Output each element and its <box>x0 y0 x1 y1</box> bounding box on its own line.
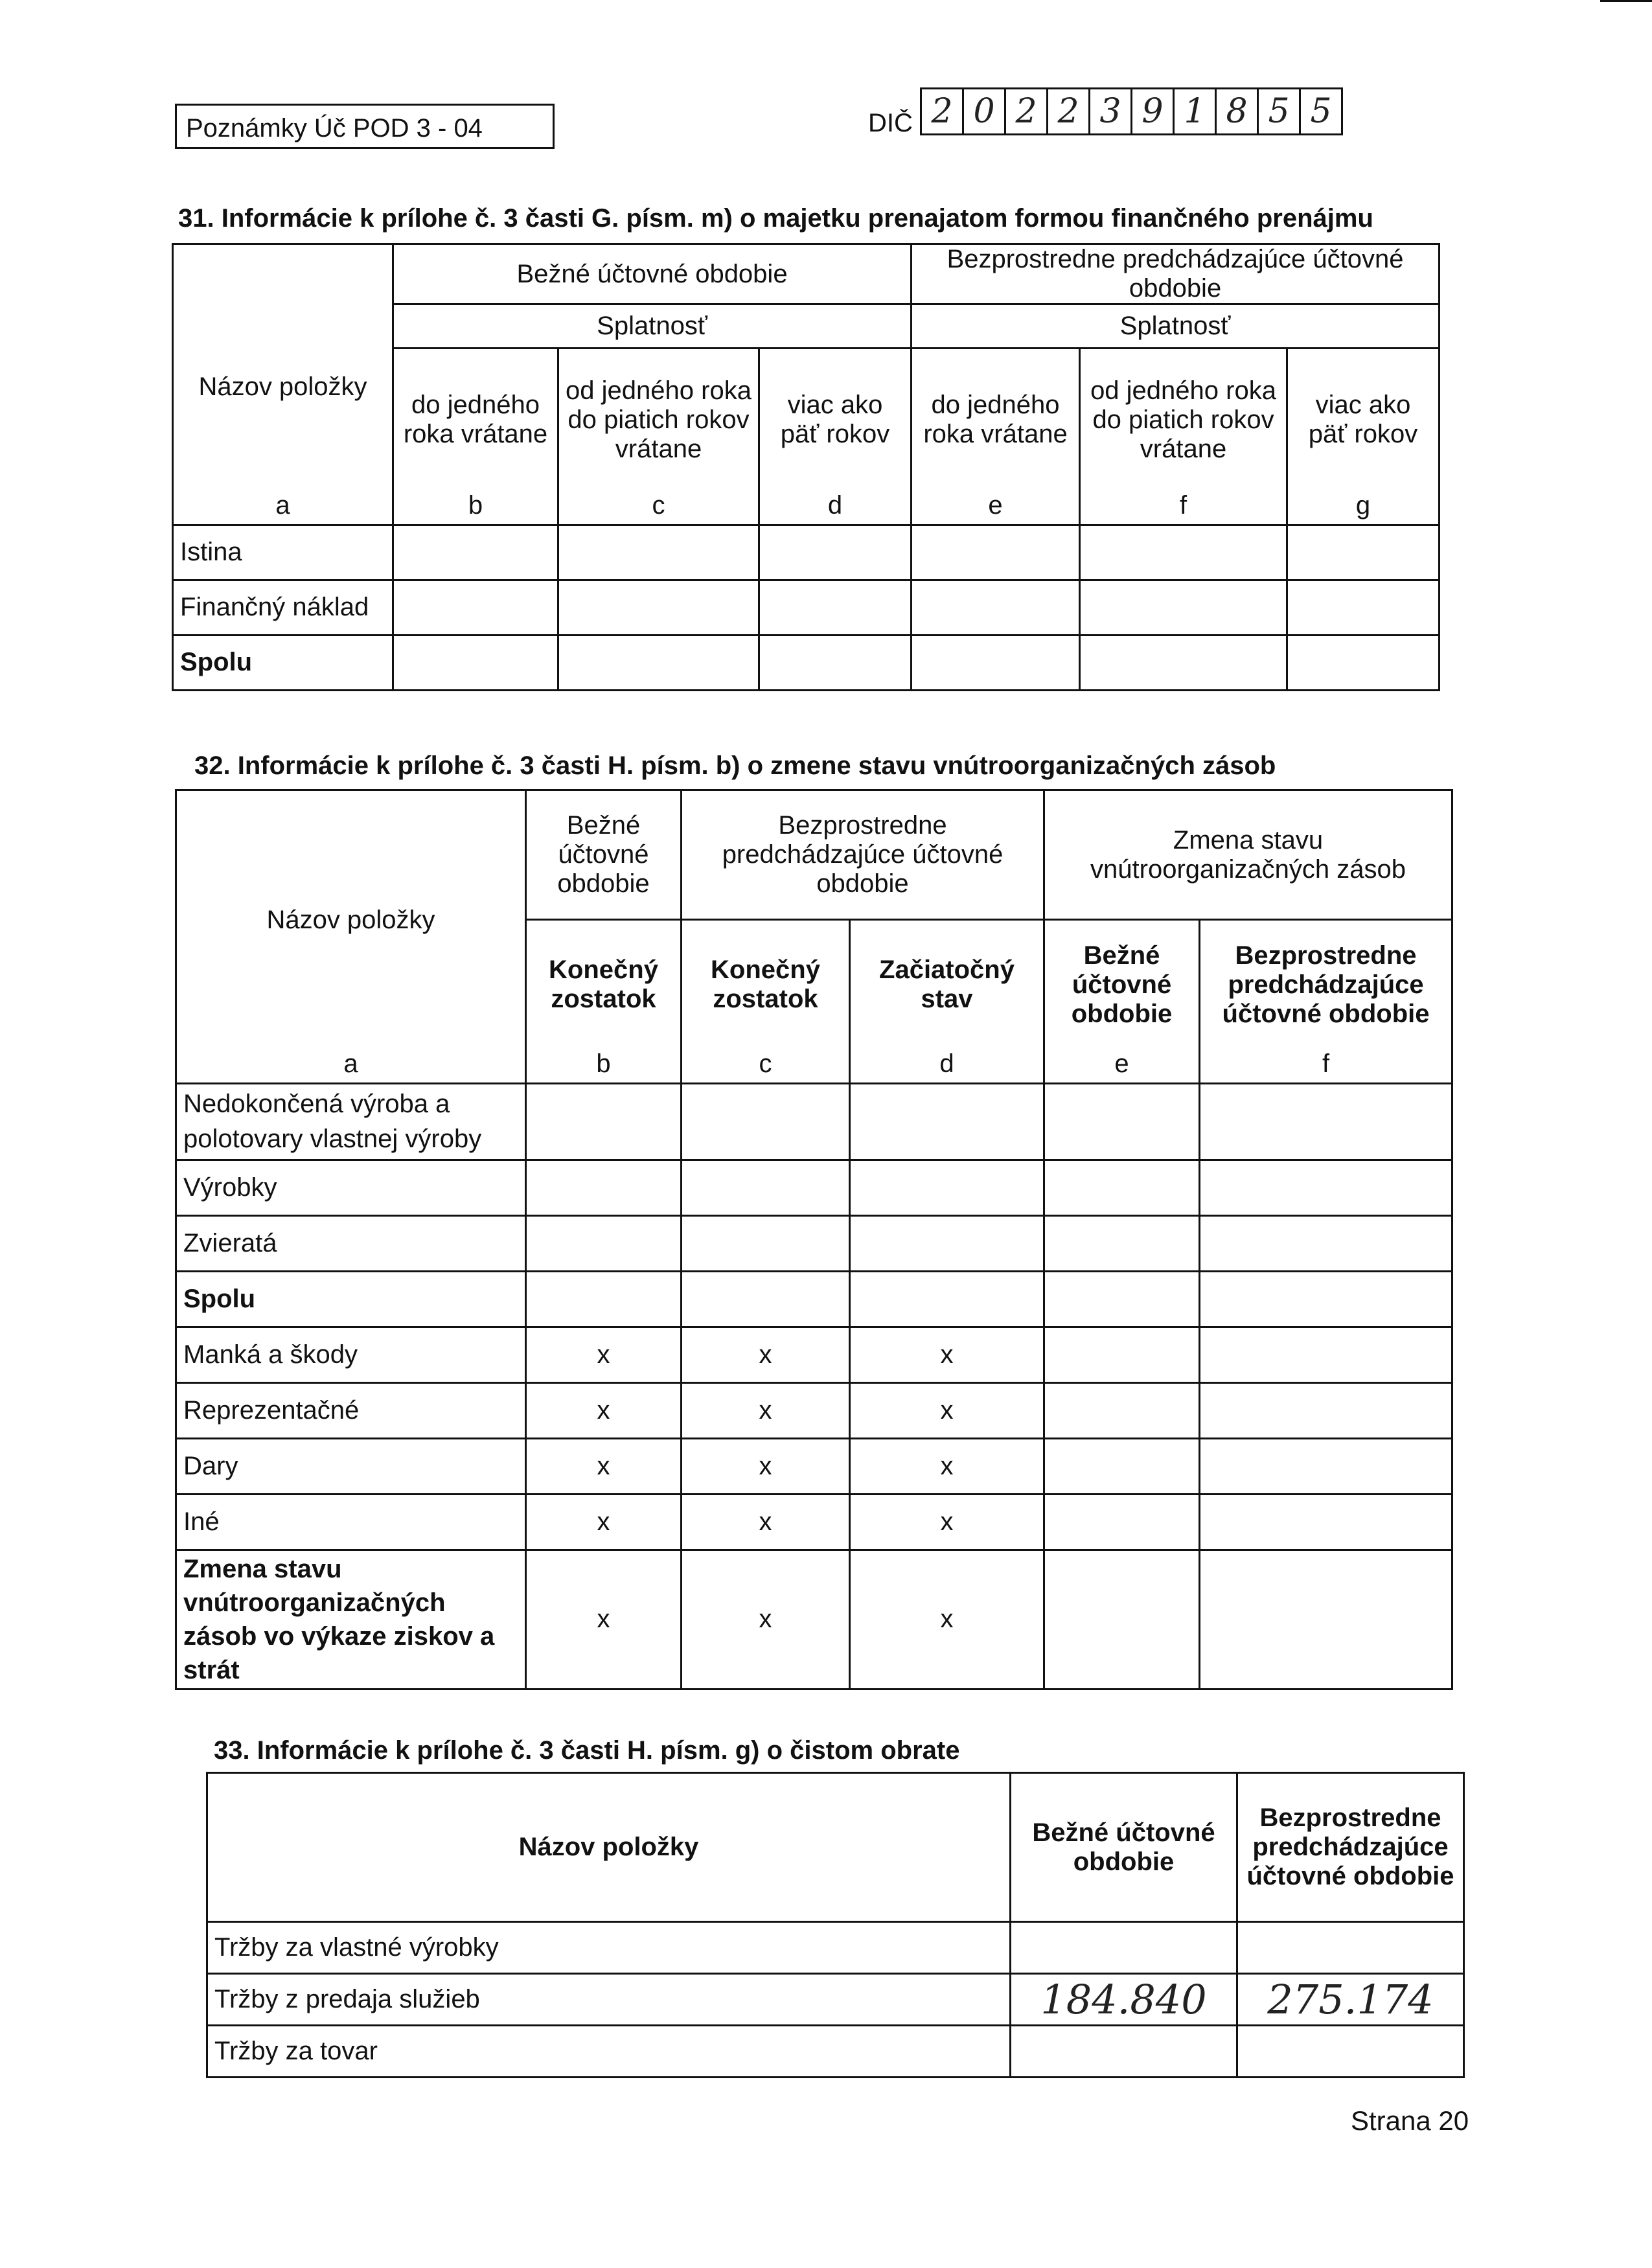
section-32-title: 32. Informácie k prílohe č. 3 časti H. písm. b) o zmene stavu vnútroorganizačných zásob <box>194 751 1276 780</box>
s32-cell[interactable] <box>1044 1494 1200 1550</box>
section-32-table <box>175 789 1453 1690</box>
s32-row-zvierata: Zvieratá <box>176 1215 526 1271</box>
s32-cell[interactable] <box>682 1160 850 1215</box>
s32-x-mark: x <box>850 1382 1044 1438</box>
s31-cell[interactable] <box>1080 525 1287 580</box>
s32-row-vyrobky: Výrobky <box>176 1160 526 1215</box>
s32-x-mark: x <box>682 1494 850 1550</box>
s31-maturity-current: Splatnosť <box>393 304 912 349</box>
s32-cell[interactable] <box>526 1160 682 1215</box>
s32-col-e-header: Bežné účtovné obdobie <box>1044 920 1200 1049</box>
s31-cell[interactable] <box>393 635 558 690</box>
s31-letter-c: c <box>558 491 759 525</box>
s31-col-e-header: do jedného roka vrátane <box>912 349 1080 491</box>
s32-cell[interactable] <box>1044 1215 1200 1271</box>
s32-x-mark: x <box>526 1494 682 1550</box>
s32-cell[interactable] <box>682 1215 850 1271</box>
s31-col-g-header: viac ako päť rokov <box>1287 349 1440 491</box>
s32-row-nedokoncena-vyroba: Nedokončená výroba a polotovary vlastnej výroby <box>176 1083 526 1160</box>
s31-col-b-header: do jedného roka vrátane <box>393 349 558 491</box>
s31-letter-a: a <box>173 491 393 525</box>
s31-col-f-header: od jedného roka do piatich rokov vrátane <box>1080 349 1287 491</box>
s32-previous-period-header: Bezprostredne predchádzajúce účtovné obdobie <box>682 790 1044 920</box>
s32-x-mark: x <box>850 1494 1044 1550</box>
s32-cell[interactable] <box>1044 1083 1200 1160</box>
s32-cell[interactable] <box>1044 1271 1200 1327</box>
s32-cell[interactable] <box>1044 1382 1200 1438</box>
s31-row-financny-naklad: Finančný náklad <box>173 580 393 635</box>
dic-digit: 5 <box>1310 92 1332 131</box>
form-label: Poznámky Úč POD 3 - 04 <box>186 114 483 143</box>
s31-col-name-header <box>173 244 393 491</box>
form-label-box <box>175 104 555 149</box>
s32-letter-b: b <box>526 1049 682 1084</box>
s31-letter-d: d <box>759 491 912 525</box>
s32-cell[interactable] <box>1200 1271 1452 1327</box>
dic-digit: 8 <box>1217 89 1259 133</box>
s32-letter-f: f <box>1200 1049 1452 1084</box>
s32-x-mark: x <box>526 1550 682 1689</box>
s32-row-dary: Dary <box>176 1438 526 1494</box>
s32-cell[interactable] <box>1200 1083 1452 1160</box>
s31-col-c-header: od jedného roka do piatich rokov vrátane <box>558 349 759 491</box>
dic-digit: 0 <box>964 89 1006 133</box>
s32-cell[interactable] <box>1044 1438 1200 1494</box>
dic-digit: 2 <box>1006 89 1048 133</box>
s33-value-previous[interactable] <box>1237 2026 1464 2078</box>
s32-x-mark: x <box>526 1327 682 1382</box>
s32-letter-d: d <box>850 1049 1044 1084</box>
s32-current-period-header: Bežné účtovné obdobie <box>526 790 682 920</box>
s32-change-header: Zmena stavu vnútroorganizačných zásob <box>1044 790 1452 920</box>
s31-letter-f: f <box>1080 491 1287 525</box>
section-31-table <box>172 243 1440 691</box>
s33-value-current[interactable]: 184.840 <box>1011 1974 1237 2026</box>
s32-cell[interactable] <box>1044 1160 1200 1215</box>
s32-cell[interactable] <box>1200 1382 1452 1438</box>
s32-col-name-text: Názov položky <box>266 905 435 934</box>
s32-cell[interactable] <box>1200 1160 1452 1215</box>
s31-letter-g: g <box>1287 491 1440 525</box>
section-31-title: 31. Informácie k prílohe č. 3 časti G. písm. m) o majetku prenajatom formou finančného prenájmu <box>178 204 1373 233</box>
s31-col-d-header: viac ako päť rokov <box>759 349 912 491</box>
s31-col-name-text: Názov položky <box>198 372 367 402</box>
s31-cell[interactable] <box>759 635 912 690</box>
s31-maturity-previous: Splatnosť <box>912 304 1440 349</box>
s32-x-mark: x <box>526 1382 682 1438</box>
s32-cell[interactable] <box>850 1271 1044 1327</box>
s31-cell[interactable] <box>1287 635 1440 690</box>
dic-number-boxes <box>920 87 1343 135</box>
s32-cell[interactable] <box>1200 1327 1452 1382</box>
s32-col-c-header: Konečný zostatok <box>682 920 850 1049</box>
s32-cell[interactable] <box>850 1083 1044 1160</box>
s33-value-previous[interactable] <box>1237 1922 1464 1974</box>
s32-row-zmena-stavu: Zmena stavu vnútroorganizačných zásob vo výkaze ziskov a strát <box>176 1550 526 1689</box>
s33-value-previous[interactable]: 275.174 <box>1237 1974 1464 2026</box>
s32-x-mark: x <box>850 1438 1044 1494</box>
s32-x-mark: x <box>850 1550 1044 1689</box>
s32-cell[interactable] <box>682 1083 850 1160</box>
s31-cell[interactable] <box>558 580 759 635</box>
s31-cell[interactable] <box>912 525 1080 580</box>
s32-row-spolu: Spolu <box>176 1271 526 1327</box>
s32-cell[interactable] <box>526 1083 682 1160</box>
s32-x-mark: x <box>682 1327 850 1382</box>
s32-col-name-header <box>176 790 526 1049</box>
s31-cell[interactable] <box>393 580 558 635</box>
s31-cell[interactable] <box>912 635 1080 690</box>
s31-current-period-header: Bežné účtovné obdobie <box>393 244 912 304</box>
s32-cell[interactable] <box>1200 1215 1452 1271</box>
dic-digit: 2 <box>1048 89 1090 133</box>
dic-digit: 3 <box>1090 89 1132 133</box>
s32-x-mark: x <box>682 1550 850 1689</box>
s33-row-trzby-sluzby: Tržby z predaja služieb <box>207 1974 1011 2026</box>
s33-row-trzby-vyrobky: Tržby za vlastné výrobky <box>207 1922 1011 1974</box>
s31-row-spolu: Spolu <box>173 635 393 690</box>
s32-row-reprezentacne: Reprezentačné <box>176 1382 526 1438</box>
s32-x-mark: x <box>526 1438 682 1494</box>
scan-edge-mark <box>1600 0 1652 2</box>
s32-x-mark: x <box>682 1382 850 1438</box>
s32-cell[interactable] <box>1044 1327 1200 1382</box>
s32-col-b-header: Konečný zostatok <box>526 920 682 1049</box>
s31-cell[interactable] <box>1287 525 1440 580</box>
dic-digit: 1 <box>1175 89 1217 133</box>
s31-letter-e: e <box>912 491 1080 525</box>
s32-cell[interactable] <box>682 1271 850 1327</box>
s32-cell[interactable] <box>1044 1550 1200 1689</box>
s33-col-previous-header: Bezprostredne predchádzajúce účtovné obdobie <box>1237 1773 1464 1922</box>
s33-row-trzby-tovar: Tržby za tovar <box>207 2026 1011 2078</box>
s32-letter-c: c <box>682 1049 850 1084</box>
s32-cell[interactable] <box>850 1215 1044 1271</box>
s31-cell[interactable] <box>912 580 1080 635</box>
s33-col-name-header: Názov položky <box>207 1773 1011 1922</box>
s31-cell[interactable] <box>558 525 759 580</box>
s32-cell[interactable] <box>850 1160 1044 1215</box>
page-number: Strana 20 <box>1351 2105 1469 2136</box>
s31-letter-b: b <box>393 491 558 525</box>
s31-cell[interactable] <box>393 525 558 580</box>
s32-row-ine: Iné <box>176 1494 526 1550</box>
s32-col-f-header: Bezprostredne predchádzajúce účtovné obdobie <box>1200 920 1452 1049</box>
s32-cell[interactable] <box>1200 1494 1452 1550</box>
s32-col-d-header: Začiatočný stav <box>850 920 1044 1049</box>
s32-row-manka-skody: Manká a škody <box>176 1327 526 1382</box>
s31-cell[interactable] <box>1287 580 1440 635</box>
section-33-title: 33. Informácie k prílohe č. 3 časti H. písm. g) o čistom obrate <box>214 1736 960 1765</box>
dic-digit: 9 <box>1132 89 1175 133</box>
s32-cell[interactable] <box>526 1215 682 1271</box>
s31-previous-period-header: Bezprostredne predchádzajúce účtovné obdobie <box>912 244 1440 304</box>
s31-row-istina: Istina <box>173 525 393 580</box>
dic-digit: 2 <box>922 89 964 133</box>
s32-letter-a: a <box>176 1049 526 1084</box>
s33-value-current[interactable] <box>1011 1922 1237 1974</box>
s32-cell[interactable] <box>526 1271 682 1327</box>
s31-cell[interactable] <box>558 635 759 690</box>
s32-x-mark: x <box>850 1327 1044 1382</box>
s31-cell[interactable] <box>759 525 912 580</box>
dic-label: DIČ <box>868 109 913 137</box>
s31-cell[interactable] <box>1080 580 1287 635</box>
s32-letter-e: e <box>1044 1049 1200 1084</box>
s32-cell[interactable] <box>1200 1438 1452 1494</box>
s32-cell[interactable] <box>1200 1550 1452 1689</box>
section-33-table <box>206 1772 1465 2078</box>
s32-x-mark: x <box>682 1438 850 1494</box>
s31-cell[interactable] <box>759 580 912 635</box>
s31-cell[interactable] <box>1080 635 1287 690</box>
dic-digit: 5 <box>1259 89 1301 133</box>
s33-col-current-header: Bežné účtovné obdobie <box>1011 1773 1237 1922</box>
s33-value-current[interactable] <box>1011 2026 1237 2078</box>
